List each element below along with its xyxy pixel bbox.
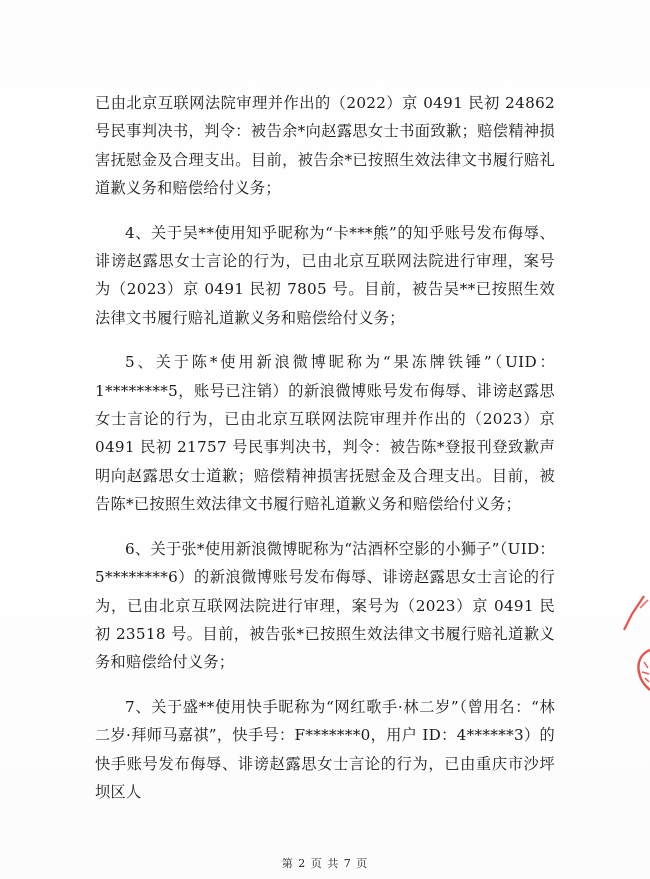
paragraph-item-7: 7、关于盛**使用快手昵称为“网红歌手·林二岁”（曾用名：“林二岁·拜师马嘉祺”，快手号：F*******0，用户 ID：4******3）的快手账号发布侮辱、诽谤赵露思女士言论的行为，已由重庆市沙坪坝区人 <box>95 697 555 801</box>
document-body <box>95 89 555 822</box>
page-number-footer: 第 2 页 共 7 页 <box>281 857 369 870</box>
paragraph-item-5: 5、关于陈*使用新浪微博昵称为“果冻牌铁锤”（UID：1********5，账号已注销）的新浪微博账号发布侮辱、诽谤赵露思女士言论的行为，已由北京互联网法院审理并作出的（2023）京 0491 民初 21757 号民事判决书，判令：被告陈*登报刊登致歉声明向赵露思女士道歉；赔偿精神损害抚慰金及合理支出。目前，被告陈*已按照生效法律文书履行赔礼道歉义务和赔偿给付义务； <box>95 353 555 514</box>
paragraph-item-6: 6、关于张*使用新浪微博昵称为“沽酒杯空影的小狮子”（UID：5********6）的新浪微博账号发布侮辱、诽谤赵露思女士言论的行为，已由北京互联网法院进行审理，案号为（2023）京 0491 民初 23518 号。目前，被告张*已按照生效法律文书履行赔礼道歉义务和赔偿给付义务； <box>95 539 555 672</box>
paragraph-item-4: 4、关于吴**使用知乎昵称为“卡***熊”的知乎账号发布侮辱、诽谤赵露思女士言论的行为，已由北京互联网法院进行审理，案号为（2023）京 0491 民初 7805 号。目前，被告吴**已按照生效法律文书履行赔礼道歉义务和赔偿给付义务； <box>95 223 555 327</box>
paragraph-continuation: 已由北京互联网法院审理并作出的（2022）京 0491 民初 24862 号民事判决书，判令：被告余*向赵露思女士书面致歉；赔偿精神损害抚慰金及合理支出。目前，被告余*已按照生效法律文书履行赔礼道歉义务和赔偿给付义务； <box>95 94 555 198</box>
seal-stamp-edge <box>614 590 650 700</box>
